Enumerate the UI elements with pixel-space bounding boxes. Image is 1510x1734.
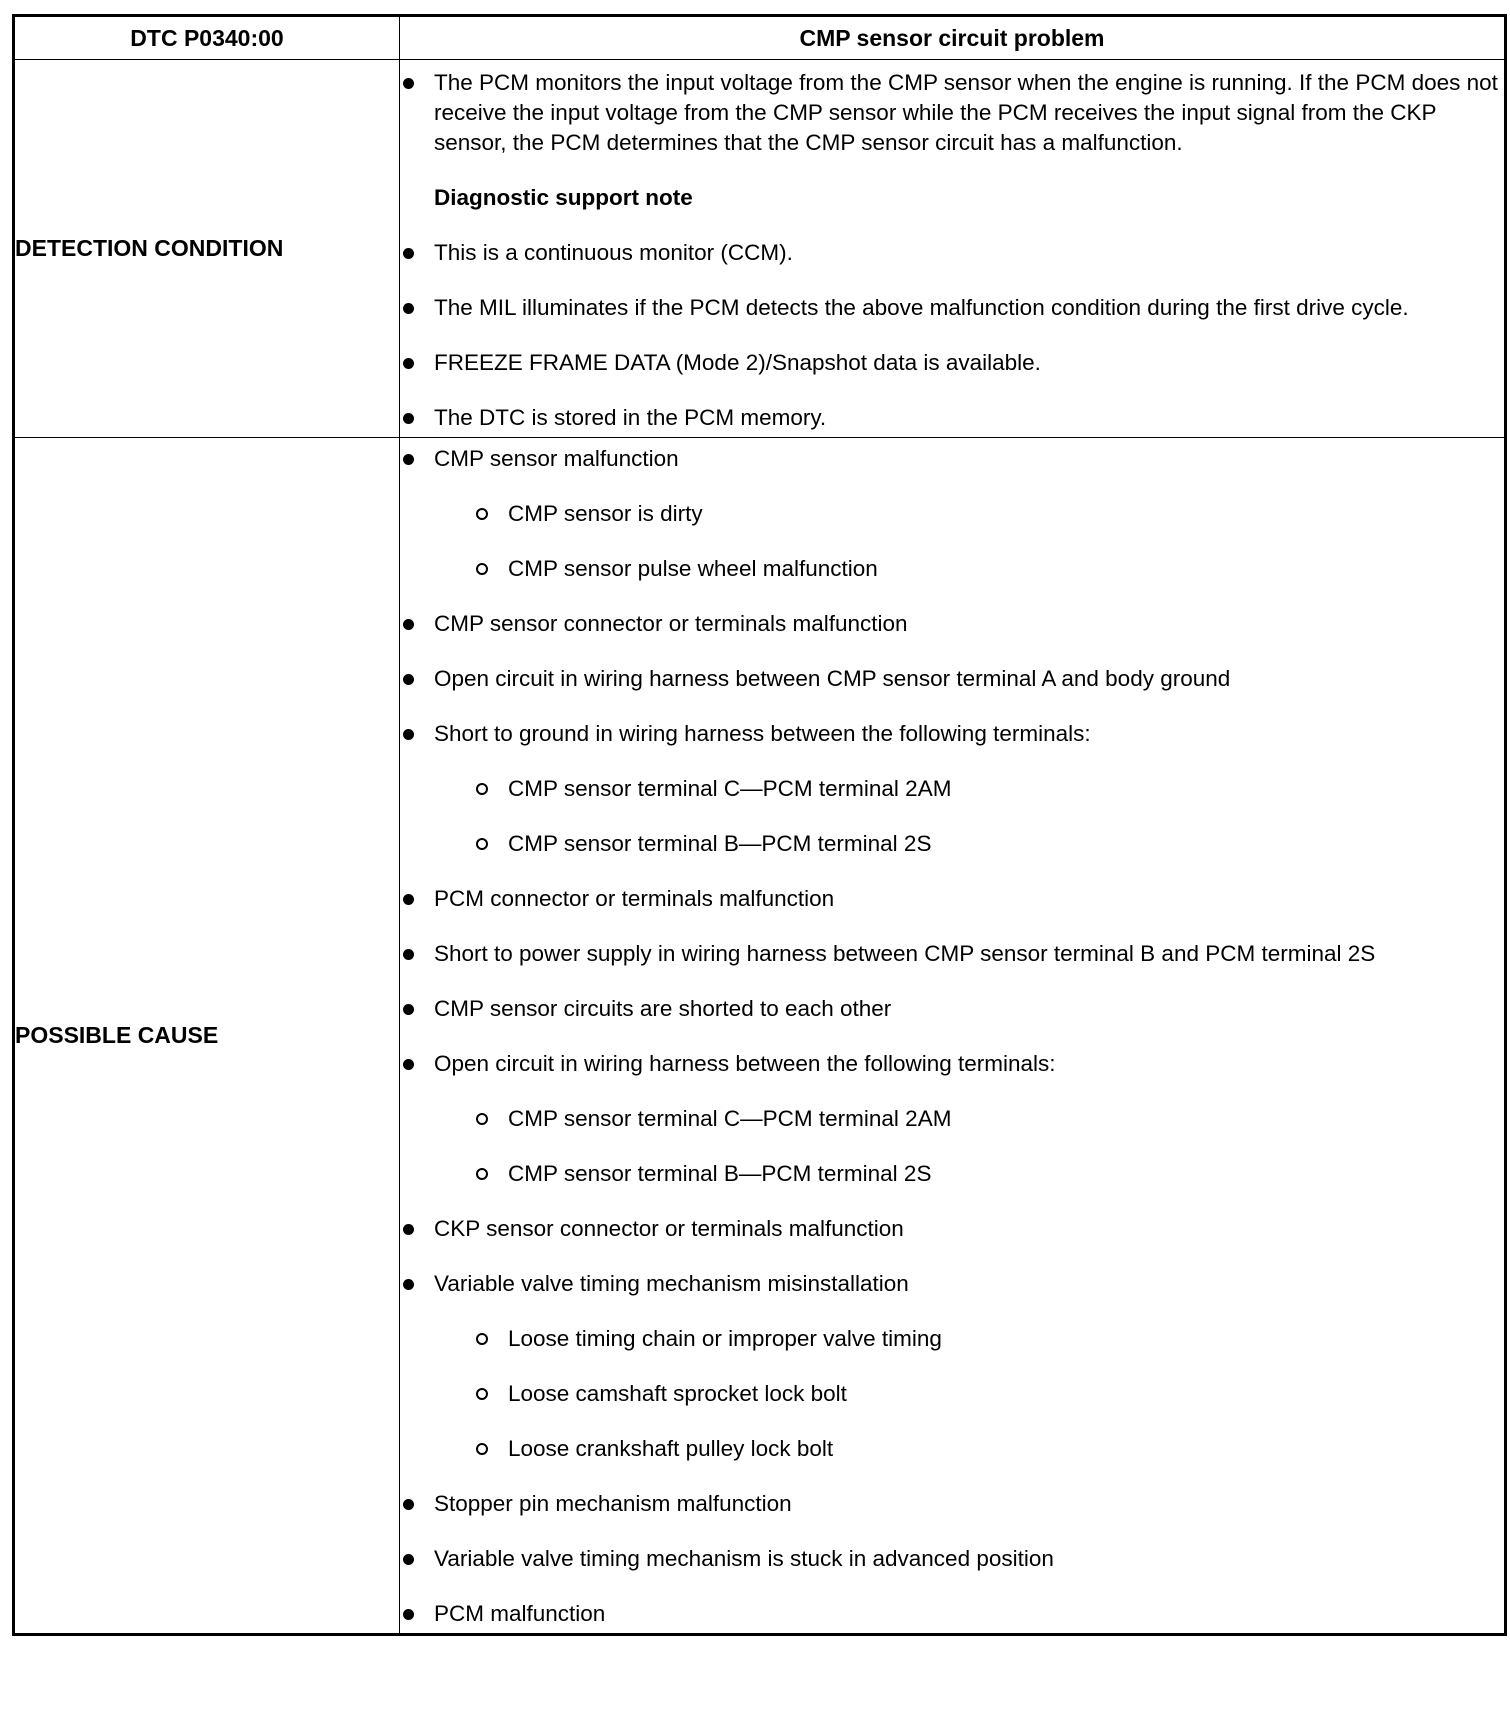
cause-text: CMP sensor connector or terminals malfunction (434, 611, 908, 636)
cause-text: Variable valve timing mechanism is stuck in advanced position (434, 1546, 1054, 1571)
cause-text: CMP sensor pulse wheel malfunction (508, 556, 878, 581)
sub-bullet-icon (476, 1113, 488, 1125)
bullet-icon (403, 358, 414, 369)
cause-text: CMP sensor terminal C—PCM terminal 2AM (508, 776, 952, 801)
list-item (400, 994, 1504, 1024)
list-item (400, 348, 1504, 378)
sub-list-item (400, 1104, 1504, 1134)
bullet-icon (403, 413, 414, 424)
detection-condition-label: DETECTION CONDITION (14, 60, 400, 438)
cause-text: CMP sensor terminal B—PCM terminal 2S (508, 1161, 932, 1186)
sub-bullet-icon (476, 1388, 488, 1400)
list-item (400, 1269, 1504, 1299)
bullet-icon (403, 248, 414, 259)
list-item (400, 1049, 1504, 1079)
sub-bullet-icon (476, 838, 488, 850)
list-item (400, 939, 1504, 969)
list-item (400, 1544, 1504, 1574)
list-item (400, 68, 1504, 158)
cause-text: Variable valve timing mechanism misinstallation (434, 1271, 909, 1296)
cause-text: PCM malfunction (434, 1601, 606, 1626)
sub-list-item (400, 554, 1504, 584)
cause-text: Stopper pin mechanism malfunction (434, 1491, 792, 1516)
cause-text: CMP sensor terminal C—PCM terminal 2AM (508, 1106, 952, 1131)
sub-list-item (400, 774, 1504, 804)
possible-cause-content (400, 438, 1506, 1635)
note-text: The MIL illuminates if the PCM detects the above malfunction condition during the first drive cycle. (434, 295, 1409, 320)
bullet-icon (403, 1554, 414, 1565)
bullet-icon (403, 1224, 414, 1235)
cause-text: CKP sensor connector or terminals malfunction (434, 1216, 904, 1241)
sub-list-item (400, 829, 1504, 859)
sub-bullet-icon (476, 783, 488, 795)
cause-text: Loose crankshaft pulley lock bolt (508, 1436, 834, 1461)
list-item (400, 1214, 1504, 1244)
bullet-icon (403, 949, 414, 960)
diagnostic-note-title: Diagnostic support note (434, 185, 693, 210)
cause-text: Open circuit in wiring harness between the following terminals: (434, 1051, 1056, 1076)
bullet-icon (403, 1004, 414, 1015)
cause-text: CMP sensor malfunction (434, 446, 679, 471)
sub-list-item (400, 499, 1504, 529)
cause-text: CMP sensor is dirty (508, 501, 703, 526)
table-header-row (14, 16, 1506, 60)
list-item (400, 719, 1504, 749)
bullet-icon (403, 1279, 414, 1290)
bullet-icon (403, 619, 414, 630)
bullet-icon (403, 303, 414, 314)
list-item (400, 1489, 1504, 1519)
note-text: FREEZE FRAME DATA (Mode 2)/Snapshot data is available. (434, 350, 1041, 375)
sub-bullet-icon (476, 508, 488, 520)
dtc-code-header: DTC P0340:00 (14, 16, 400, 60)
bullet-icon (403, 454, 414, 465)
dtc-description-header: CMP sensor circuit problem (400, 16, 1506, 60)
sub-list-item (400, 1159, 1504, 1189)
list-item (400, 403, 1504, 433)
possible-cause-row (14, 438, 1506, 1635)
sub-list-item (400, 1379, 1504, 1409)
sub-list-item (400, 1324, 1504, 1354)
sub-list-item (400, 1434, 1504, 1464)
bullet-icon (403, 674, 414, 685)
bullet-icon (403, 78, 414, 89)
bullet-icon (403, 1609, 414, 1620)
cause-text: Open circuit in wiring harness between CMP sensor terminal A and body ground (434, 666, 1231, 691)
bullet-icon (403, 894, 414, 905)
cause-text: Loose timing chain or improper valve timing (508, 1326, 942, 1351)
bullet-icon (403, 729, 414, 740)
detection-intro-text: The PCM monitors the input voltage from the CMP sensor when the engine is running. If the PCM does not receive the input voltage from the CMP sensor while the PCM receives the input signal from the CKP sensor, the PCM determines that the CMP sensor circuit has a malfunction. (434, 70, 1498, 155)
bullet-icon (403, 1059, 414, 1070)
list-item (400, 664, 1504, 694)
list-item (400, 609, 1504, 639)
cause-text: CMP sensor circuits are shorted to each other (434, 996, 892, 1021)
list-item (400, 238, 1504, 268)
cause-text: Short to ground in wiring harness between the following terminals: (434, 721, 1091, 746)
sub-bullet-icon (476, 1443, 488, 1455)
list-item (400, 1599, 1504, 1629)
sub-bullet-icon (476, 1333, 488, 1345)
cause-text: Short to power supply in wiring harness between CMP sensor terminal B and PCM terminal 2S (434, 941, 1376, 966)
detection-condition-content (400, 60, 1506, 438)
note-text: The DTC is stored in the PCM memory. (434, 405, 827, 430)
list-item (400, 293, 1504, 323)
bullet-icon (403, 1499, 414, 1510)
sub-bullet-icon (476, 563, 488, 575)
possible-cause-label: POSSIBLE CAUSE (14, 438, 400, 1635)
list-item (400, 444, 1504, 474)
note-text: This is a continuous monitor (CCM). (434, 240, 793, 265)
cause-text: CMP sensor terminal B—PCM terminal 2S (508, 831, 932, 856)
detection-condition-row (14, 60, 1506, 438)
cause-text: Loose camshaft sprocket lock bolt (508, 1381, 847, 1406)
sub-bullet-icon (476, 1168, 488, 1180)
list-item (400, 884, 1504, 914)
dtc-table (12, 14, 1507, 1636)
cause-text: PCM connector or terminals malfunction (434, 886, 835, 911)
